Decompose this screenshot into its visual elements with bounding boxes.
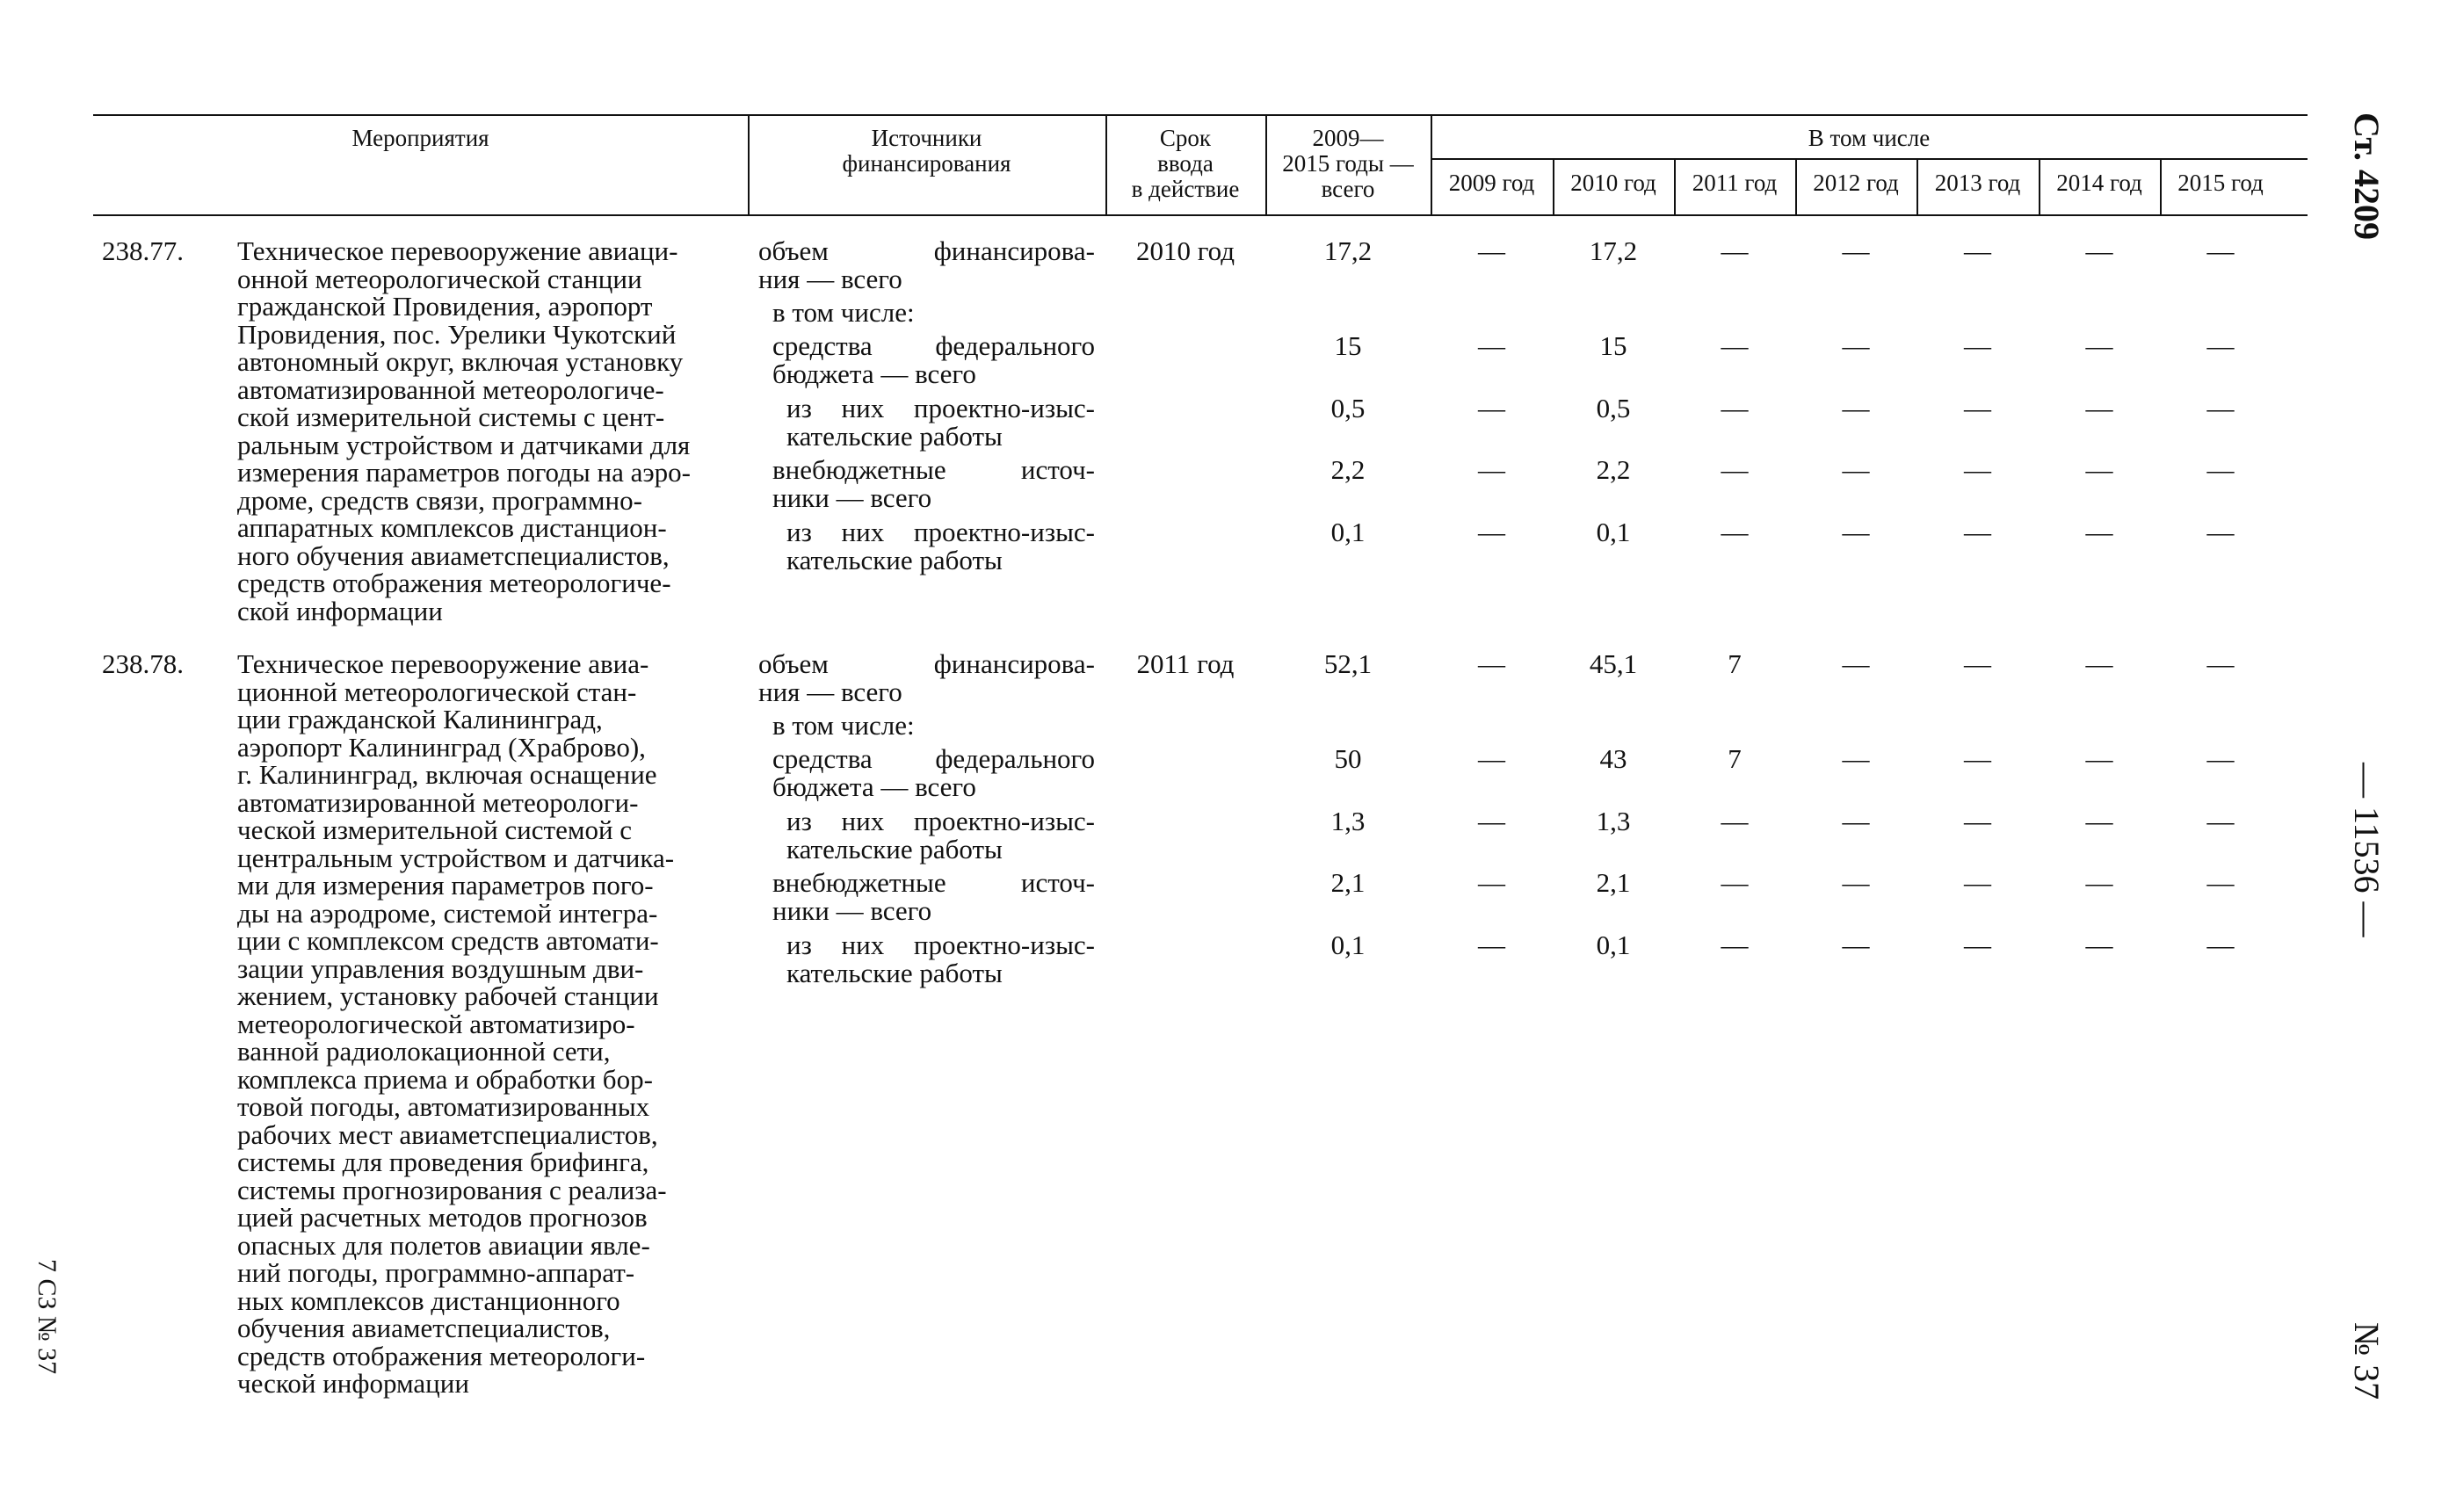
header-year: 2014 год xyxy=(2056,170,2142,196)
funding-source-line: ния — всего xyxy=(758,676,902,707)
total-value: 52,1 xyxy=(1323,648,1373,679)
year-value: 7 xyxy=(1728,743,1742,774)
header-year: 2011 год xyxy=(1692,170,1778,196)
year-value: — xyxy=(2085,330,2113,361)
description-line: ми для измерения параметров пого- xyxy=(237,870,654,901)
funding-source-line: ния — всего xyxy=(758,264,902,294)
header-split-rule xyxy=(1431,158,2308,160)
year-value: — xyxy=(1964,930,1991,960)
header-bottom-rule xyxy=(93,214,2308,216)
description-line: гражданской Провидения, аэропорт xyxy=(237,291,653,322)
header-year: 2010 год xyxy=(1570,170,1656,196)
row-number: 238.77. xyxy=(102,235,184,266)
description-line: Техническое перевооружение авиаци- xyxy=(237,235,678,266)
header-term xyxy=(1106,126,1264,202)
year-value: — xyxy=(2085,454,2113,485)
year-value: — xyxy=(2206,806,2235,836)
year-value: 7 xyxy=(1728,648,1742,679)
header-total-line: всего xyxy=(1321,176,1375,202)
funding-source-line: внебюджетные источ- xyxy=(772,867,1095,898)
funding-source-line: из них проектно-изыс- xyxy=(786,806,1095,836)
description-line: дроме, средств связи, программно- xyxy=(237,484,642,516)
funding-source xyxy=(758,237,1095,293)
funding-source-line: из них проектно-изыс- xyxy=(786,393,1095,423)
description-line: цией расчетных методов прогнозов xyxy=(237,1202,648,1233)
page-article-label: Ст. 4209 xyxy=(2347,112,2387,240)
funding-source-line: из них проектно-изыс- xyxy=(786,930,1095,960)
year-value: 2,2 xyxy=(1596,454,1631,485)
total-value: 1,3 xyxy=(1330,806,1366,836)
year-value: — xyxy=(2206,517,2235,547)
year-value: — xyxy=(1478,454,1505,485)
year-value: — xyxy=(1478,330,1505,361)
header-term-line: Срок xyxy=(1159,125,1212,151)
header-term-line: ввода xyxy=(1157,150,1214,177)
year-value: 17,2 xyxy=(1589,235,1638,266)
year-value: 0,5 xyxy=(1596,393,1631,423)
year-value: — xyxy=(2085,930,2113,960)
header-total-line: 2015 годы — xyxy=(1282,150,1414,177)
header-total-line: 2009— xyxy=(1312,125,1384,151)
year-value: — xyxy=(2206,743,2235,774)
funding-source-line: средства федерального xyxy=(772,743,1095,774)
header-year: 2013 год xyxy=(1934,170,2021,196)
description-line: г. Калининград, включая оснащение xyxy=(237,759,657,790)
description-line: онной метеорологической станции xyxy=(237,263,642,294)
year-value: 0,1 xyxy=(1596,517,1631,547)
total-value: 0,1 xyxy=(1330,517,1366,547)
header-measures: Мероприятия xyxy=(351,125,489,151)
description-line: системы для проведения брифинга, xyxy=(237,1147,649,1177)
description-line: ральным устройством и датчиками для xyxy=(237,429,691,460)
funding-source xyxy=(772,332,1095,388)
funding-source-line: в том числе: xyxy=(772,297,915,328)
funding-source-line: средства федерального xyxy=(772,330,1095,361)
header-sources-line: Источники xyxy=(871,125,982,151)
description-line: автоматизированной метеорологи- xyxy=(237,786,639,818)
description-line: ванной радиолокационной сети, xyxy=(237,1036,611,1067)
total-value: 15 xyxy=(1334,330,1362,361)
funding-source-line: в том числе: xyxy=(772,710,915,741)
funding-source xyxy=(758,650,1095,706)
year-value: — xyxy=(1964,517,1991,547)
year-value: — xyxy=(1478,867,1505,898)
year-value: — xyxy=(1964,743,1991,774)
year-value: — xyxy=(1721,806,1749,836)
total-value: 2,2 xyxy=(1330,454,1366,485)
header-year: 2009 год xyxy=(1448,170,1535,196)
year-value: — xyxy=(1721,867,1749,898)
year-value: — xyxy=(2206,235,2235,266)
funding-source-line: кательские работы xyxy=(786,421,1003,452)
year-value: — xyxy=(2206,393,2235,423)
total-value: 50 xyxy=(1334,743,1362,774)
year-value: — xyxy=(2085,517,2113,547)
funding-source xyxy=(786,931,1095,988)
year-value: 2,1 xyxy=(1596,867,1631,898)
total-value: 2,1 xyxy=(1330,867,1366,898)
header-including: В том числе xyxy=(1808,125,1931,151)
funding-source xyxy=(786,518,1095,575)
header-divider xyxy=(748,114,750,214)
description-line: ний погоды, программно-аппарат- xyxy=(237,1257,635,1288)
year-value: — xyxy=(1842,648,1870,679)
description-line: ческой измерительной системой с xyxy=(237,814,633,845)
funding-source xyxy=(786,807,1095,864)
description-line: аэропорт Калининград (Храброво), xyxy=(237,731,646,763)
description-line: автономный округ, включая установку xyxy=(237,346,684,377)
year-value: — xyxy=(1721,235,1749,266)
sheet-signature: 7 СЗ № 37 xyxy=(33,1259,62,1375)
funding-source xyxy=(772,745,1095,801)
funding-source-line: кательские работы xyxy=(786,958,1003,988)
total-value: 0,1 xyxy=(1330,930,1366,960)
year-value: — xyxy=(1842,393,1870,423)
header-term-line: в действие xyxy=(1131,176,1240,202)
description-line: рабочих мест авиаметспециалистов, xyxy=(237,1118,658,1150)
year-value: — xyxy=(1478,743,1505,774)
year-value: 0,1 xyxy=(1596,930,1631,960)
year-value: — xyxy=(1478,235,1505,266)
year-value: — xyxy=(2206,648,2235,679)
year-value: — xyxy=(1842,930,1870,960)
funding-source xyxy=(772,456,1095,512)
year-value: — xyxy=(2085,235,2113,266)
description-line: ных комплексов дистанционного xyxy=(237,1284,620,1316)
funding-source-line: кательские работы xyxy=(786,834,1003,865)
year-value: — xyxy=(1721,330,1749,361)
year-value: — xyxy=(2206,454,2235,485)
commissioning-term: 2011 год xyxy=(1136,648,1235,679)
description-line: ционной метеорологической стан- xyxy=(237,676,637,707)
year-value: — xyxy=(1478,930,1505,960)
description-line: ской информации xyxy=(237,595,443,626)
header-year: 2015 год xyxy=(2177,170,2264,196)
year-value: — xyxy=(1842,743,1870,774)
year-value: — xyxy=(1842,806,1870,836)
description-line: метеорологической автоматизиро- xyxy=(237,1008,635,1039)
year-value: — xyxy=(2085,806,2113,836)
header-sources-line: финансирования xyxy=(842,150,1011,177)
funding-source-line: из них проектно-изыс- xyxy=(786,517,1095,547)
description-line: ции с комплексом средств автомати- xyxy=(237,925,659,956)
year-value: — xyxy=(1964,393,1991,423)
row-number: 238.78. xyxy=(102,648,184,679)
year-value: — xyxy=(1842,330,1870,361)
funding-source-line: объем финансирова- xyxy=(758,648,1095,679)
description-line: Техническое перевооружение авиа- xyxy=(237,648,649,679)
year-value: 45,1 xyxy=(1589,648,1638,679)
description-line: средств отображения метеорологиче- xyxy=(237,568,671,598)
measure-description xyxy=(237,237,738,625)
year-value: — xyxy=(2206,930,2235,960)
year-value: — xyxy=(1721,930,1749,960)
year-value: — xyxy=(1721,393,1749,423)
year-value: — xyxy=(2085,867,2113,898)
funding-source-line: ники — всего xyxy=(772,482,932,513)
header-total xyxy=(1264,126,1431,202)
measure-description xyxy=(237,650,738,1398)
year-value: 43 xyxy=(1599,743,1627,774)
description-line: ции гражданской Калининград, xyxy=(237,704,603,734)
year-value: — xyxy=(1964,454,1991,485)
year-value: — xyxy=(1964,806,1991,836)
year-value: — xyxy=(1842,517,1870,547)
description-line: ческой информации xyxy=(237,1368,469,1399)
description-line: измерения параметров погоды на аэро- xyxy=(237,457,691,488)
year-value: — xyxy=(1478,517,1505,547)
year-value: — xyxy=(1478,393,1505,423)
funding-source xyxy=(772,869,1095,925)
year-value: — xyxy=(2085,393,2113,423)
description-line: системы прогнозирования с реализа- xyxy=(237,1174,667,1205)
funding-source-line: кательские работы xyxy=(786,545,1003,575)
header-top-rule xyxy=(93,114,2308,116)
description-line: ды на аэродроме, системой интегра- xyxy=(237,897,658,929)
issue-number: № 37 xyxy=(2347,1322,2387,1400)
funding-source xyxy=(772,299,1095,327)
funding-source xyxy=(786,394,1095,451)
description-line: аппаратных комплексов дистанцион- xyxy=(237,512,667,543)
funding-source xyxy=(772,712,1095,740)
year-value: 1,3 xyxy=(1596,806,1631,836)
description-line: автоматизированной метеорологиче- xyxy=(237,373,664,405)
year-value: — xyxy=(1964,330,1991,361)
year-value: — xyxy=(2206,867,2235,898)
description-line: Провидения, пос. Урелики Чукотский xyxy=(237,318,677,350)
description-line: средств отображения метеорологи- xyxy=(237,1340,646,1371)
commissioning-term: 2010 год xyxy=(1135,235,1235,266)
year-value: — xyxy=(1964,235,1991,266)
description-line: товой погоды, автоматизированных xyxy=(237,1091,650,1122)
description-line: жением, установку рабочей станции xyxy=(237,980,659,1011)
funding-source-line: ники — всего xyxy=(772,895,932,926)
description-line: обучения авиаметспециалистов, xyxy=(237,1313,611,1343)
year-value: — xyxy=(1721,454,1749,485)
funding-source-line: бюджета — всего xyxy=(772,358,976,389)
header-sources xyxy=(751,126,1103,177)
description-line: комплекса приема и обработки бор- xyxy=(237,1063,653,1095)
year-value: — xyxy=(1478,648,1505,679)
description-line: ного обучения авиаметспециалистов, xyxy=(237,539,670,571)
description-line: ской измерительной системы с цент- xyxy=(237,402,665,432)
header-year: 2012 год xyxy=(1813,170,1899,196)
funding-source-line: бюджета — всего xyxy=(772,771,976,802)
year-value: — xyxy=(1842,867,1870,898)
year-value: — xyxy=(2206,330,2235,361)
year-value: 15 xyxy=(1599,330,1627,361)
year-value: — xyxy=(1721,517,1749,547)
year-value: — xyxy=(1842,235,1870,266)
description-line: центральным устройством и датчика- xyxy=(237,842,675,873)
year-value: — xyxy=(1964,867,1991,898)
description-line: опасных для полетов авиации явле- xyxy=(237,1229,650,1261)
year-value: — xyxy=(1478,806,1505,836)
total-value: 0,5 xyxy=(1330,393,1366,423)
year-value: — xyxy=(2085,743,2113,774)
description-line: зации управления воздушным дви- xyxy=(237,952,644,984)
year-value: — xyxy=(1842,454,1870,485)
page-number: — 11536 — xyxy=(2347,763,2387,937)
funding-source-line: внебюджетные источ- xyxy=(772,454,1095,485)
funding-source-line: объем финансирова- xyxy=(758,235,1095,266)
total-value: 17,2 xyxy=(1323,235,1373,266)
year-value: — xyxy=(2085,648,2113,679)
year-value: — xyxy=(1964,648,1991,679)
